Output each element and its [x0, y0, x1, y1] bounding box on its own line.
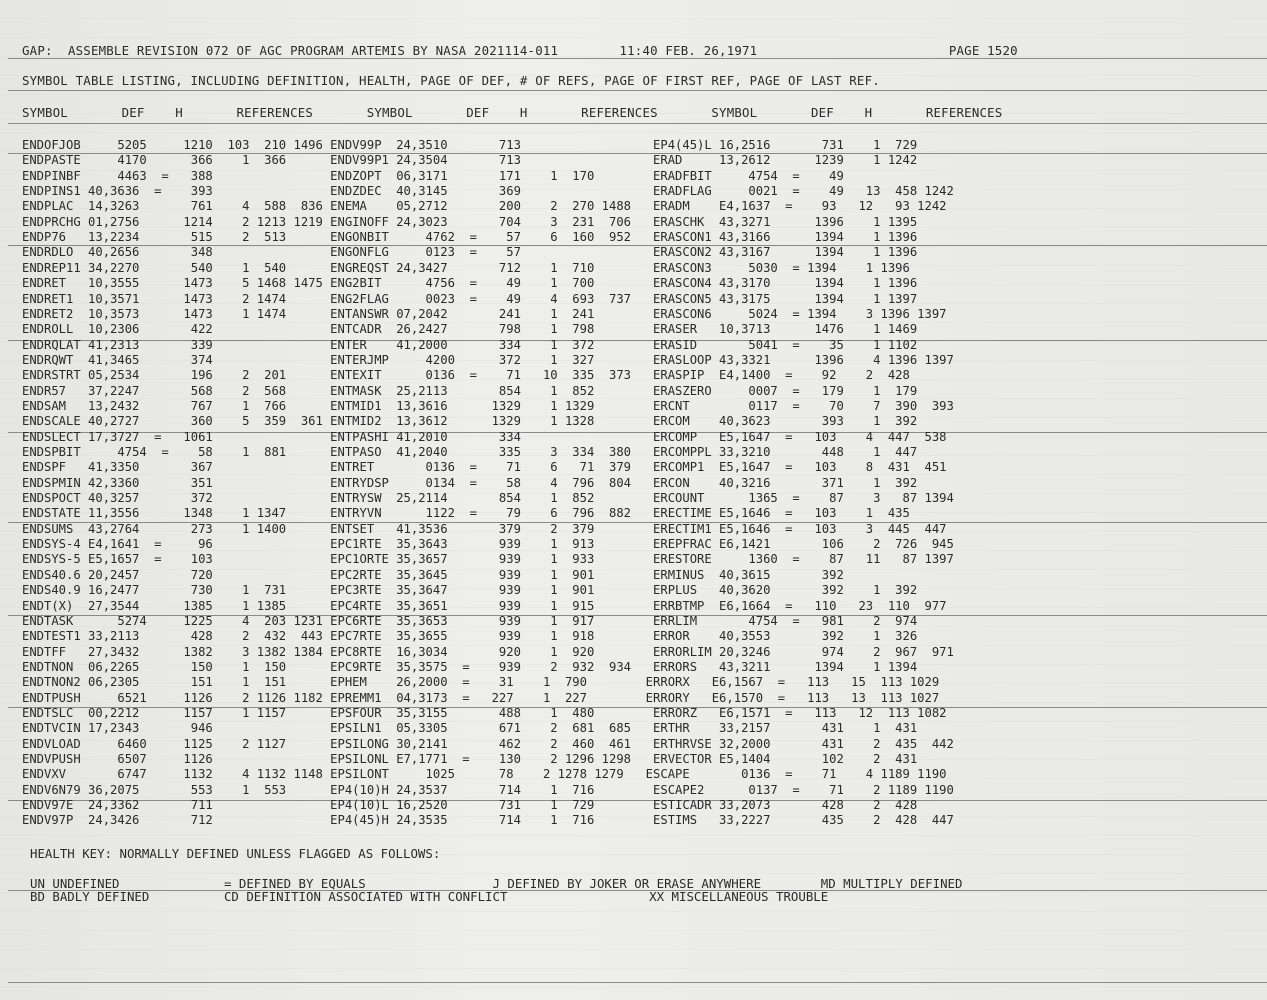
table-row: ENDTEST1 33,2113 428 2 432 443 EPC7RTE 35,3655 939 1 918 ERROR 40,3553 392 1 326: [22, 629, 918, 644]
table-row: ENDPINBF 4463 = 388 ENDZOPT 06,3171 171 1 170 ERADFBIT 4754 = 49: [22, 168, 844, 183]
rule-line: [8, 58, 1267, 59]
table-row: ENDRET2 10,3573 1473 1 1474 ENTANSWR 07,2042 241 1 241 ERASCON6 5024 = 1394 3 1396 1397: [22, 306, 947, 321]
table-row: ENDSPBIT 4754 = 58 1 881 ENTPASO 41,2040 335 3 334 380 ERCOMPPL 33,3210 448 1 447: [22, 445, 918, 459]
table-row: ENDREP11 34,2270 540 1 540 ENGREQST 24,3427 712 1 710 ERASCON3 5030 = 1394 1 1396: [22, 260, 910, 275]
table-row: ENDV97P 24,3426 712 EP4(45)H 24,3535 714 1 716 ESTIMS 33,2227 435 2 428 447: [22, 813, 954, 828]
table-row: ENDTNON2 06,2305 151 1 151 EPHEM 26,2000 = 31 1 790 ERRORX E6,1567 = 113 15 113 1029: [22, 675, 940, 690]
table-row: ENDVPUSH 6507 1126 EPSILONL E7,1771 = 130 2 1296 1298 ERVECTOR E5,1404 102 2 431: [22, 752, 918, 766]
table-row: ENDSPOCT 40,3257 372 ENTRYSW 25,2114 854 1 852 ERCOUNT 1365 = 87 3 87 1394: [22, 491, 954, 506]
table-row: ENDP76 13,2234 515 2 513 ENGONBIT 4762 = 57 6 160 952 ERASCON1 43,3166 1394 1 1396: [22, 230, 918, 245]
assembly-header: GAP: ASSEMBLE REVISION 072 OF AGC PROGRAM ARTEMIS BY NASA 2021114-011 11:40 FEB. 26,1971 PAGE 1520: [22, 43, 1018, 58]
table-row: ENDR57 37,2247 568 2 568 ENTMASK 25,2113 854 1 852 ERASZERO 0007 = 179 1 179: [22, 383, 918, 398]
table-row: ENDSPMIN 42,3360 351 ENTRYDSP 0134 = 58 4 796 804 ERCON 40,3216 371 1 392: [22, 475, 918, 490]
table-row: ENDTNON 06,2265 150 1 150 EPC9RTE 35,3575 = 939 2 932 934 ERRORS 43,3211 1394 1 1394: [22, 659, 918, 674]
table-row: ENDSPF 41,3350 367 ENTRET 0136 = 71 6 71 379 ERCOMP1 E5,1647 = 103 8 431 451: [22, 460, 947, 475]
table-row: ENDPRCHG 01,2756 1214 2 1213 1219 ENGINOFF 24,3023 704 3 231 706 ERASCHK 43,3271 1396 1 1395: [22, 214, 918, 229]
health-key-line-1: UN UNDEFINED = DEFINED BY EQUALS J DEFINED BY JOKER OR ERASE ANYWHERE MD MULTIPLY DEFINED: [30, 876, 963, 891]
table-row: ENDTVCIN 17,2343 946 EPSILN1 05,3305 671 2 681 685 ERTHR 33,2157 431 1 431: [22, 721, 918, 736]
health-key-title: HEALTH KEY: NORMALLY DEFINED UNLESS FLAGGED AS FOLLOWS:: [30, 846, 441, 861]
table-row: ENDSLECT 17,3727 = 1061 ENTPASHI 41,2010 334 ERCOMP E5,1647 = 103 4 447 538: [22, 429, 947, 444]
table-row: ENDRDLO 40,2656 348 ENGONFLG 0123 = 57 ERASCON2 43,3167 1394 1 1396: [22, 245, 918, 260]
column-headers: SYMBOL DEF H REFERENCES SYMBOL DEF H REFERENCES SYMBOL DEF H REFERENCES: [22, 105, 1003, 120]
table-row: ENDVXV 6747 1132 4 1132 1148 EPSILONT 1025 78 2 1278 1279 ESCAPE 0136 = 71 4 1189 1190: [22, 767, 947, 782]
table-row: ENDV97E 24,3362 711 EP4(10)L 16,2520 731 1 729 ESTICADR 33,2073 428 2 428: [22, 798, 918, 813]
listing-title: SYMBOL TABLE LISTING, INCLUDING DEFINITION, HEALTH, PAGE OF DEF, # OF REFS, PAGE OF FIRST REF, PAGE OF LAST REF.: [22, 73, 880, 88]
rule-line: [8, 982, 1267, 983]
table-row: ENDTSLC 00,2212 1157 1 1157 EPSFOUR 35,3155 488 1 480 ERRORZ E6,1571 = 113 12 113 1082: [22, 705, 947, 720]
table-row: ENDT(X) 27,3544 1385 1 1385 EPC4RTE 35,3651 939 1 915 ERRBTMP E6,1664 = 110 23 110 977: [22, 598, 947, 613]
table-row: ENDROLL 10,2306 422 ENTCADR 26,2427 798 1 798 ERASER 10,3713 1476 1 1469: [22, 322, 918, 337]
rule-line: [8, 123, 1267, 124]
table-row: ENDS40.9 16,2477 730 1 731 EPC3RTE 35,3647 939 1 901 ERPLUS 40,3620 392 1 392: [22, 583, 918, 598]
rule-line: [8, 90, 1267, 91]
table-row: ENDS40.6 20,2457 720 EPC2RTE 35,3645 939 1 901 ERMINUS 40,3615 392: [22, 567, 844, 582]
table-row: ENDRSTRT 05,2534 196 2 201 ENTEXIT 0136 = 71 10 335 373 ERASPIP E4,1400 = 92 2 428: [22, 368, 910, 383]
table-row: ENDSCALE 40,2727 360 5 359 361 ENTMID2 13,3612 1329 1 1328 ERCOM 40,3623 393 1 392: [22, 414, 918, 429]
table-row: ENDOFJOB 5205 1210 103 210 1496 ENDV99P 24,3510 713 EP4(45)L 16,2516 731 1 729: [22, 138, 918, 152]
table-row: ENDV6N79 36,2075 553 1 553 EP4(10)H 24,3537 714 1 716 ESCAPE2 0137 = 71 2 1189 1190: [22, 782, 954, 797]
table-row: ENDVLOAD 6460 1125 2 1127 EPSILONG 30,2141 462 2 460 461 ERTHRVSE 32,2000 431 2 435 442: [22, 736, 954, 751]
table-row: ENDPASTE 4170 366 1 366 ENDV99P1 24,3504 713 ERAD 13,2612 1239 1 1242: [22, 153, 918, 168]
table-row: ENDTPUSH 6521 1126 2 1126 1182 EPREMM1 04,3173 = 227 1 227 ERRORY E6,1570 = 113 13 113 1027: [22, 690, 940, 705]
table-row: ENDRQWT 41,3465 374 ENTERJMP 4200 372 1 327 ERASLOOP 43,3321 1396 4 1396 1397: [22, 352, 954, 367]
table-row: ENDSTATE 11,3556 1348 1 1347 ENTRYVN 1122 = 79 6 796 882 ERECTIME E5,1646 = 103 1 435: [22, 506, 910, 521]
table-row: ENDTASK 5274 1225 4 203 1231 EPC6RTE 35,3653 939 1 917 ERRLIM 4754 = 981 2 974: [22, 613, 918, 628]
table-row: ENDSYS-4 E4,1641 = 96 EPC1RTE 35,3643 939 1 913 EREPFRAC E6,1421 106 2 726 945: [22, 537, 954, 552]
health-key-line-2: BD BADLY DEFINED CD DEFINITION ASSOCIATED WITH CONFLICT XX MISCELLANEOUS TROUBLE: [30, 889, 829, 904]
table-row: ENDPINS1 40,3636 = 393 ENDZDEC 40,3145 369 ERADFLAG 0021 = 49 13 458 1242: [22, 184, 954, 199]
table-row: ENDRET 10,3555 1473 5 1468 1475 ENG2BIT 4756 = 49 1 700 ERASCON4 43,3170 1394 1 1396: [22, 276, 918, 291]
table-row: ENDSYS-5 E5,1657 = 103 EPC1ORTE 35,3657 939 1 933 ERESTORE 1360 = 87 11 87 1397: [22, 552, 954, 567]
table-row: ENDSUMS 43,2764 273 1 1400 ENTSET 41,3536 379 2 379 ERECTIM1 E5,1646 = 103 3 445 447: [22, 521, 947, 536]
table-row: ENDRQLAT 41,2313 339 ENTER 41,2000 334 1 372 ERASID 5041 = 35 1 1102: [22, 337, 918, 352]
table-row: ENDTFF 27,3432 1382 3 1382 1384 EPC8RTE 16,3034 920 1 920 ERRORLIM 20,3246 974 2 967 971: [22, 644, 954, 659]
table-row: ENDPLAC 14,3263 761 4 588 836 ENEMA 05,2712 200 2 270 1488 ERADM E4,1637 = 93 12 93 1242: [22, 199, 947, 214]
table-row: ENDRET1 10,3571 1473 2 1474 ENG2FLAG 0023 = 49 4 693 737 ERASCON5 43,3175 1394 1 1397: [22, 291, 918, 306]
table-row: ENDSAM 13,2432 767 1 766 ENTMID1 13,3616 1329 1 1329 ERCNT 0117 = 70 7 390 393: [22, 398, 954, 413]
